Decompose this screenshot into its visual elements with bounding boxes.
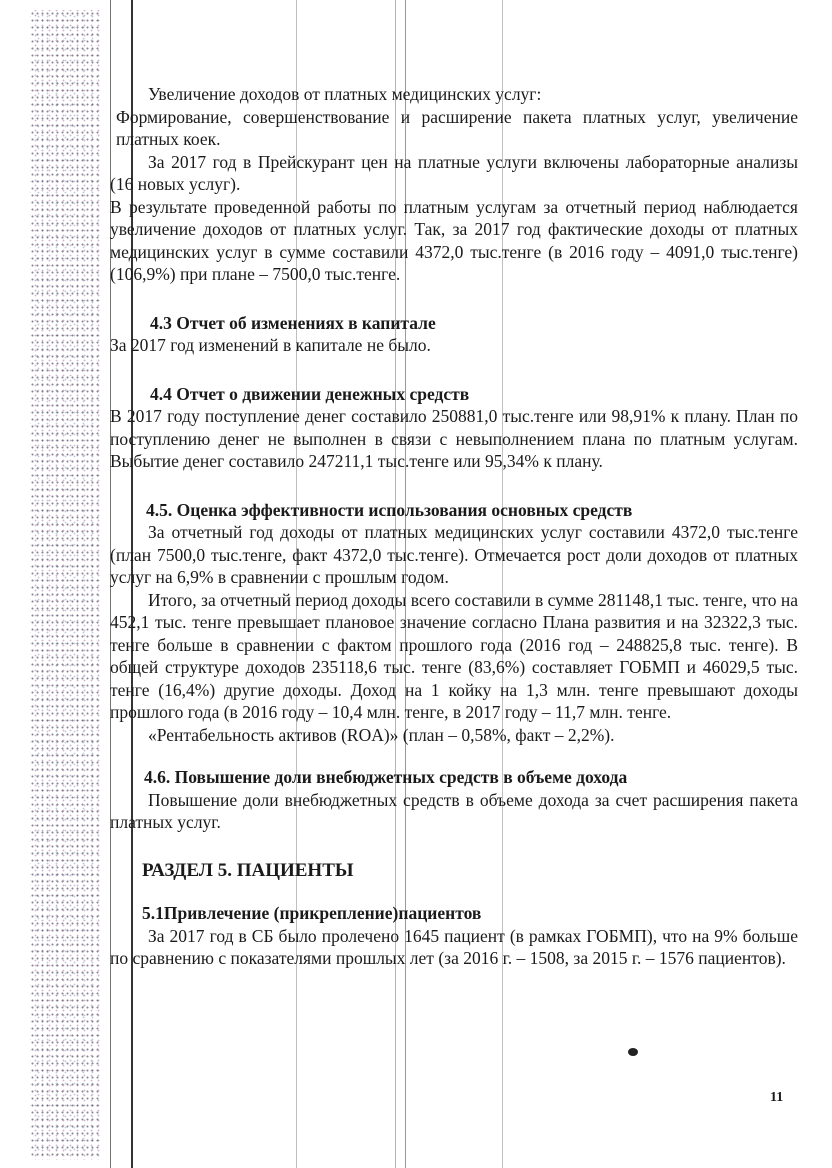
page-number: 11	[770, 1090, 784, 1105]
paragraph: Формирование, совершенствование и расширение пакета платных услуг, увеличение платных коек.	[116, 106, 798, 149]
paragraph: За отчетный год доходы от платных медицинских услуг составили 4372,0 тыс.тенге (план 7500,0 тыс.тенге, факт 4372,0 тыс.тенге). Отмечается рост доли доходов от платных услуг на 6,9% в сравнении с прошлым годом.	[110, 522, 798, 587]
paragraph: Повышение доли внебюджетных средств в объеме дохода за счет расширения пакета платных услуг.	[110, 789, 798, 832]
paragraph: За 2017 год в Прейскурант цен на платные услуги включены лабораторные анализы (16 новых услуг).	[110, 151, 798, 194]
paragraph: Итого, за отчетный период доходы всего составили в сумме 281148,1 тыс. тенге, что на 452,1 тыс. тенге превышает плановое значение согласно Плана развития и на 32322,3 тыс. тенге больше в сравнении с фактом прошлого года (2016 год – 248825,8 тыс. тенге). В общей структуре доходов 235118,6 тыс. тенге (83,6%) составляет ГОБМП и 46029,5 тыс. тенге (16,4%) другие доходы. Доход на 1 койку на 1,3 млн. тенге превышают доходы прошлого года (в 2016 году – 10,4 млн. тенге, в 2017 году – 11,7 млн. тенге.	[110, 589, 798, 722]
paragraph: За 2017 год изменений в капитале не было.	[110, 335, 431, 355]
paragraph: За 2017 год в СБ было пролечено 1645 пациент (в рамках ГОБМП), что на 9% больше по сравнению с показателями прошлых лет (за 2016 г. – 1508, за 2015 г. – 1576 пациентов).	[110, 925, 798, 968]
ink-spot	[628, 1048, 638, 1056]
paragraph: В 2017 году поступление денег составило 250881,0 тыс.тенге или 98,91% к плану. План по поступлению денег не выполнен в связи с невыполнением плана по платным услугам. Выбытие денег составило 247211,1 тыс.тенге или 95,34% к плану.	[110, 406, 798, 471]
subsection-heading-5-1: 5.1Привлечение (прикрепление)пациентов	[142, 903, 482, 923]
part-title: РАЗДЕЛ 5. ПАЦИЕНТЫ	[142, 859, 354, 881]
section-heading-4-5: 4.5. Оценка эффективности использования основных средств	[146, 499, 633, 520]
section-heading-4-3: 4.3 Отчет об изменениях в капитале	[150, 312, 436, 333]
paragraph: В результате проведенной работы по платным услугам за отчетный период наблюдается увеличение доходов от платных услуг. Так, за 2017 год фактические доходы от платных медицинских услуг в сумме составили 4372,0 тыс.тенге (в 2016 году – 4091,0 тыс.тенге) (106,9%) при плане – 7500,0 тыс.тенге.	[110, 196, 798, 284]
paragraph: «Рентабельность активов (ROA)» (план – 0,58%, факт – 2,2%).	[148, 724, 615, 745]
document-body	[110, 83, 798, 970]
section-heading-4-6: 4.6. Повышение доли внебюджетных средств в объеме дохода	[144, 767, 628, 787]
scan-noise	[30, 10, 100, 1160]
section-heading-4-4: 4.4 Отчет о движении денежных средств	[150, 383, 470, 404]
intro-heading: Увеличение доходов от платных медицинских услуг:	[148, 84, 542, 104]
